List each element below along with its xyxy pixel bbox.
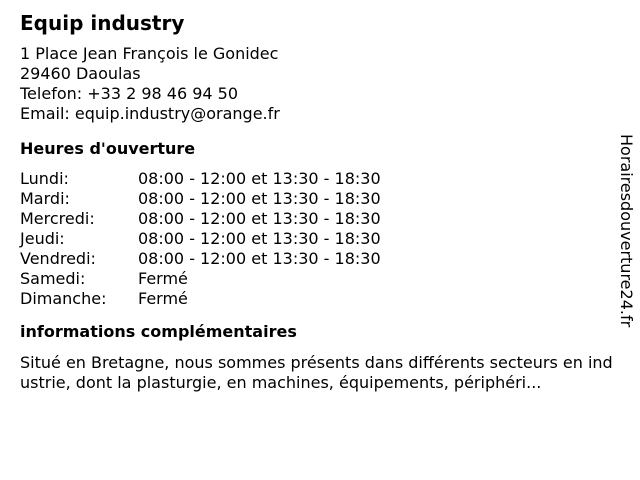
day-label: Lundi: — [20, 169, 69, 188]
opening-hours-table — [20, 169, 620, 309]
address-line-1: 1 Place Jean François le Gonidec — [20, 44, 279, 63]
contact-block — [20, 44, 620, 124]
business-card — [20, 10, 620, 393]
address-line-2: 29460 Daoulas — [20, 64, 141, 83]
day-hours: 08:00 - 12:00 et 13:30 - 18:30 — [138, 189, 381, 208]
hours-row — [20, 169, 620, 189]
day-hours: Fermé — [138, 289, 188, 308]
site-watermark: Horairesdouverture24.fr — [617, 134, 636, 328]
email-address: Email: equip.industry@orange.fr — [20, 104, 280, 123]
hours-heading: Heures d'ouverture — [20, 139, 196, 158]
hours-row — [20, 269, 620, 289]
day-label: Jeudi: — [20, 229, 65, 248]
day-label: Vendredi: — [20, 249, 96, 268]
info-description: Situé en Bretagne, nous sommes présents dans différents secteurs en industrie, dont la plasturgie, en machines, équipements, périphéri... — [20, 353, 613, 392]
day-hours: 08:00 - 12:00 et 13:30 - 18:30 — [138, 229, 381, 248]
day-hours: Fermé — [138, 269, 188, 288]
info-heading: informations complémentaires — [20, 322, 297, 341]
hours-row — [20, 289, 620, 309]
hours-row — [20, 189, 620, 209]
business-name: Equip industry — [20, 11, 185, 35]
day-hours: 08:00 - 12:00 et 13:30 - 18:30 — [138, 169, 381, 188]
day-label: Mardi: — [20, 189, 70, 208]
day-label: Dimanche: — [20, 289, 107, 308]
hours-row — [20, 249, 620, 269]
day-label: Samedi: — [20, 269, 86, 288]
day-label: Mercredi: — [20, 209, 95, 228]
day-hours: 08:00 - 12:00 et 13:30 - 18:30 — [138, 209, 381, 228]
hours-row — [20, 229, 620, 249]
phone-number: Telefon: +33 2 98 46 94 50 — [20, 84, 239, 103]
hours-row — [20, 209, 620, 229]
day-hours: 08:00 - 12:00 et 13:30 - 18:30 — [138, 249, 381, 268]
